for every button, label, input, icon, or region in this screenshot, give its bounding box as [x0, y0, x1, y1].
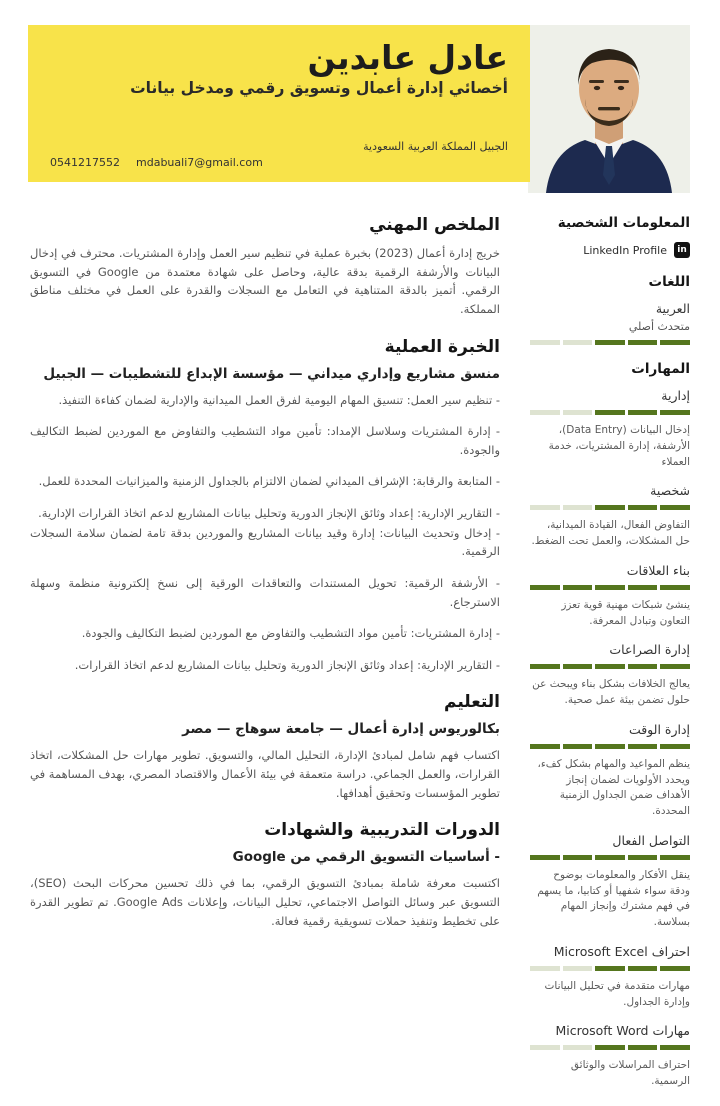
bar-segment-filled [628, 340, 658, 345]
bar-segment-filled [660, 410, 690, 415]
linkedin-link[interactable] [530, 242, 690, 258]
bar-segment-empty [530, 340, 560, 345]
experience-role: منسق مشاريع وإداري ميداني — مؤسسة الإبداع للتشطيبات — الجبيل [43, 365, 500, 382]
skills-section [530, 361, 690, 1090]
skill-name: شخصية [650, 483, 690, 499]
skill-name: إدارة الصراعات [609, 642, 690, 658]
skill-description: ينشئ شبكات مهنية قوية تعزز التعاون وتبادل المعرفة. [561, 598, 690, 627]
bar-segment-filled [595, 966, 625, 971]
bar-segment-filled [660, 1045, 690, 1050]
bar-segment-filled [595, 505, 625, 510]
experience-bullets [30, 391, 500, 675]
bar-segment-filled [628, 505, 658, 510]
bar-segment-filled [628, 855, 658, 860]
bar-segment-filled [660, 585, 690, 590]
bar-segment-filled [595, 664, 625, 669]
bar-segment-filled [595, 855, 625, 860]
bar-segment-filled [628, 585, 658, 590]
bar-segment-filled [628, 664, 658, 669]
skill-description: يعالج الخلافات بشكل بناء ويبحث عن حلول تضمن بيئة عمل صحية. [532, 678, 690, 706]
experience-bullet: - الأرشفة الرقمية: تحويل المستندات والتعاقدات الورقية إلى نسخ إلكترونية منظمة وسهلة الاسترجاع. [30, 575, 500, 609]
course-name: - أساسيات التسويق الرقمي من Google [232, 849, 500, 866]
bar-segment-empty [530, 505, 560, 510]
header [0, 0, 720, 205]
skill-level-bar [530, 410, 690, 415]
experience-title: الخبرة العملية [384, 336, 500, 357]
skill-description: ينقل الأفكار والمعلومات بوضوح ودقة سواء شفهيا أو كتابيا، ما يسهم في فهم مشترك وإنجاز المهام بسلاسة. [537, 868, 690, 928]
skill-description: إدخال البيانات (Data Entry)، الأرشفة، إدارة المشتريات، خدمة العملاء [548, 424, 690, 468]
experience-bullet: - إدارة المشتريات وسلاسل الإمداد: تأمين مواد التشطيب والتفاوض مع الموردين لضبط التكاليف والجودة. [30, 424, 500, 457]
skill-item [530, 483, 690, 550]
skill-description: احتراف المراسلات والوثائق الرسمية. [570, 1059, 690, 1087]
bar-segment-empty [563, 505, 593, 510]
bar-segment-filled [563, 744, 593, 749]
skill-level-bar [530, 1045, 690, 1050]
skill-item [530, 833, 690, 931]
personal-info-title: المعلومات الشخصية [557, 215, 690, 231]
education-section [30, 692, 500, 802]
bar-segment-empty [530, 410, 560, 415]
bar-segment-empty [563, 1045, 593, 1050]
experience-bullet: - إدخال وتحديث البيانات: إدارة وقيد بيانات المشاريع والموردين بدقة تامة لضمان سلامة السجلات الرقمية. [30, 525, 500, 559]
skill-name: مهارات Microsoft Word [555, 1023, 690, 1039]
bar-segment-filled [595, 1045, 625, 1050]
skill-description: مهارات متقدمة في تحليل البيانات وإدارة الجداول. [544, 979, 690, 1008]
experience-bullet: - التقارير الإدارية: إعداد وثائق الإنجاز الدورية وتحليل بيانات المشاريع لدعم اتخاذ القرارات الإدارية. [38, 506, 500, 520]
education-title: التعليم [444, 692, 500, 713]
bar-segment-empty [530, 1045, 560, 1050]
skill-name: بناء العلاقات [626, 562, 690, 578]
candidate-job-title: أخصائي إدارة أعمال وتسويق رقمي ومدخل بيانات [130, 78, 508, 97]
bar-segment-filled [563, 585, 593, 590]
experience-bullet: - المتابعة والرقابة: الإشراف الميداني لضمان الالتزام بالجداول الزمنية والميزانيات المحددة للعمل. [38, 474, 500, 489]
bar-segment-filled [660, 340, 690, 345]
skill-item [530, 1023, 690, 1090]
summary-text: خريج إدارة أعمال (2023) بخبرة عملية في تنظيم سير العمل وإدارة المشتريات. محترف في إدخال البيانات والأرشفة الرقمية بدقة عالية، وحاصل على شهادة معتمدة من Google في التسويق الرقمي. أتميز بالدقة المتناهية في التعامل مع السجلات والقدرة على العمل في مختلف مناطق المملكة. [30, 246, 501, 316]
personal-info-section [530, 215, 690, 258]
bar-segment-filled [563, 855, 593, 860]
language-level-label: متحدث أصلي [628, 320, 690, 333]
skills-list [530, 388, 690, 1090]
courses-section [30, 820, 500, 930]
portrait-illustration [528, 25, 690, 193]
bar-segment-filled [628, 410, 658, 415]
bar-segment-filled [660, 664, 690, 669]
bar-segment-empty [530, 966, 560, 971]
bar-segment-filled [660, 966, 690, 971]
skill-level-bar [530, 505, 690, 510]
skill-description: التفاوض الفعال، القيادة الميدانية، حل المشكلات، والعمل تحت الضغط. [531, 519, 690, 547]
content-columns [0, 205, 720, 1106]
bar-segment-empty [563, 340, 593, 345]
education-degree: بكالوريوس إدارة أعمال — جامعة سوهاج — مصر [182, 721, 500, 738]
skill-name: إدارة الوقت [628, 721, 690, 737]
experience-bullet: - تنظيم سير العمل: تنسيق المهام اليومية لفرق العمل الميدانية والإدارية لضمان كفاءة التنفيذ. [58, 392, 500, 407]
phone-number: 0541217552 [50, 156, 120, 169]
skill-name: التواصل الفعال [612, 832, 690, 848]
linkedin-label: LinkedIn Profile [583, 243, 667, 257]
skill-item [530, 563, 690, 630]
education-text: اكتساب فهم شامل لمبادئ الإدارة، التحليل المالي، والتسويق. تطوير مهارات حل المشكلات، اتخاذ القرارات، والعمل الجماعي. دراسة متعمقة في بيئة الأعمال والاقتصاد المصري، بهدف المساهمة في تطوير المؤسسات وتحقيق أهدافها. [30, 748, 500, 800]
languages-section [530, 274, 690, 345]
skill-level-bar [530, 855, 690, 860]
header-banner [28, 25, 530, 182]
skill-item [530, 388, 690, 470]
bar-segment-empty [563, 966, 593, 971]
experience-section [30, 337, 500, 675]
email-address[interactable]: mdabuali7@gmail.com [136, 156, 263, 169]
language-item [530, 301, 690, 345]
bar-segment-empty [563, 410, 593, 415]
bar-segment-filled [628, 966, 658, 971]
contact-block [50, 140, 508, 169]
candidate-name: عادل عابدين [307, 38, 508, 77]
bar-segment-filled [628, 744, 658, 749]
main-column [30, 215, 500, 1106]
language-name: العربية [655, 301, 690, 316]
bar-segment-filled [530, 585, 560, 590]
summary-title: الملخص المهني [369, 215, 500, 235]
bar-segment-filled [595, 340, 625, 345]
skill-description: ينظم المواعيد والمهام بشكل كفء، ويحدد الأولويات لضمان إنجاز الأهداف ضمن الجداول الزمنية المحددة. [537, 757, 690, 817]
bar-segment-filled [530, 664, 560, 669]
bar-segment-filled [660, 855, 690, 860]
bar-segment-filled [595, 585, 625, 590]
skill-level-bar [530, 664, 690, 669]
sidebar [530, 215, 690, 1106]
skill-name: إدارية [661, 388, 690, 403]
location-text: الجبيل المملكة العربية السعودية [363, 140, 508, 153]
bar-segment-filled [530, 855, 560, 860]
bar-segment-filled [530, 744, 560, 749]
bar-segment-filled [563, 664, 593, 669]
profile-photo [528, 25, 690, 193]
summary-section [30, 215, 500, 319]
bar-segment-filled [595, 744, 625, 749]
skill-item [530, 722, 690, 820]
skill-name: احتراف Microsoft Excel [553, 943, 690, 959]
experience-bullet: - إدارة المشتريات: تأمين مواد التشطيب والتفاوض مع الموردين لضبط التكاليف والجودة. [81, 626, 500, 641]
skill-level-bar [530, 966, 690, 971]
bar-segment-filled [628, 1045, 658, 1050]
bar-segment-filled [595, 410, 625, 415]
course-text: اكتسبت معرفة شاملة بمبادئ التسويق الرقمي، بما في ذلك تحسين محركات البحث (SEO)، التسويق عبر وسائل التواصل الاجتماعي، تحليل البيانات، وإعلانات Google Ads. تم تطوير القدرة على تخطيط وتنفيذ حملات تسويقية رقمية فعالة. [30, 876, 501, 928]
skill-item [530, 642, 690, 709]
courses-title: الدورات التدريبية والشهادات [264, 820, 500, 841]
experience-bullet: - التقارير الإدارية: إعداد وثائق الإنجاز الدورية وتحليل بيانات المشاريع لدعم اتخاذ القرارات. [74, 657, 500, 672]
language-level-bar [530, 340, 690, 345]
linkedin-icon: in [674, 242, 690, 258]
bar-segment-filled [660, 744, 690, 749]
skill-level-bar [530, 744, 690, 749]
skills-title: المهارات [631, 361, 690, 377]
bar-segment-filled [660, 505, 690, 510]
skill-level-bar [530, 585, 690, 590]
skill-item [530, 944, 690, 1011]
languages-title: اللغات [648, 274, 690, 290]
